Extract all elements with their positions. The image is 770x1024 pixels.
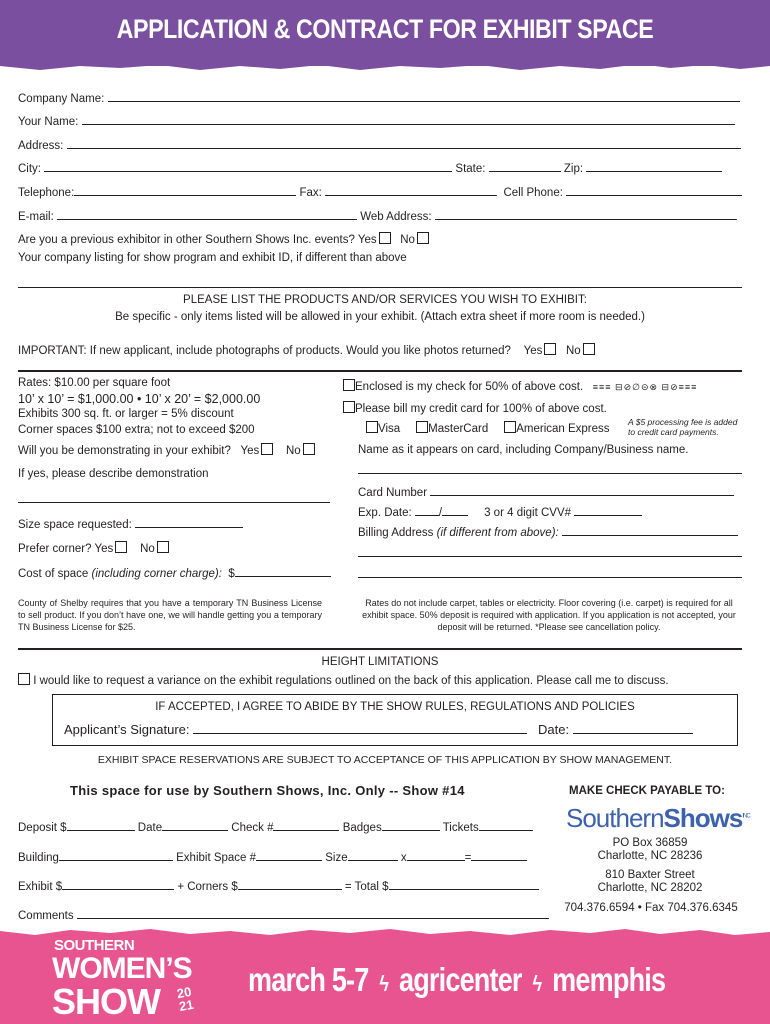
amex-checkbox[interactable] xyxy=(504,421,516,433)
cost-space-field[interactable] xyxy=(235,565,331,577)
office-row-1: Deposit $ Date Check # Badges Tickets xyxy=(18,819,533,834)
previous-exhibitor-row: Are you a previous exhibitor in other Southern Shows Inc. events? Yes No xyxy=(18,232,429,246)
enclosed-check-checkbox[interactable] xyxy=(343,379,355,391)
rates-line-1: Rates: $10.00 per square foot xyxy=(18,377,171,389)
deposit-field[interactable] xyxy=(67,819,135,831)
footer-logo-line-3: SHOW xyxy=(52,981,160,1022)
products-heading: PLEASE LIST THE PRODUCTS AND/OR SERVICES YOU WISH TO EXHIBIT: xyxy=(183,294,587,306)
signature-row: Applicant’s Signature: Date: xyxy=(64,722,693,737)
enclosed-check-glyphs: ≡≡≡ ⊟⊘∅⊝⊗ ⊟⊘≡≡≡ xyxy=(592,382,698,392)
variance-row: I would like to request a variance on the exhibit regulations outlined on the back of this application. Please call me to discuss. xyxy=(18,673,669,687)
products-subheading: Be specific - only items listed will be allowed in your exhibit. (Attach extra sheet if more room is needed.) xyxy=(115,311,645,323)
footer-logo-year: 20 21 xyxy=(175,983,195,1015)
size-length-field[interactable] xyxy=(407,849,465,861)
name-on-card-label: Name as it appears on card, including Company/Business name. xyxy=(358,444,689,456)
southern-shows-logo: SouthernShows$^{INC}$ xyxy=(566,803,750,833)
demonstrating-yes-checkbox[interactable] xyxy=(261,443,273,455)
divider xyxy=(18,370,742,372)
previous-exhibitor-yes-checkbox[interactable] xyxy=(379,232,391,244)
prefer-corner-row: Prefer corner? Yes No xyxy=(18,541,169,555)
payable-heading: MAKE CHECK PAYABLE TO: xyxy=(569,785,725,797)
reservations-note: EXHIBIT SPACE RESERVATIONS ARE SUBJECT TO ACCEPTANCE OF THIS APPLICATION BY SHOW MANAGEMENT. xyxy=(97,754,673,766)
photos-returned-no-checkbox[interactable] xyxy=(583,343,595,355)
bolt-icon: ϟ xyxy=(375,971,393,996)
enclosed-check-row: Enclosed is my check for 50% of above cost. ≡≡≡ ⊟⊘∅⊝⊗ ⊟⊘≡≡≡ xyxy=(343,379,697,393)
demonstrating-row: Will you be demonstrating in your exhibit? Yes No xyxy=(18,443,315,457)
photos-returned-row: IMPORTANT: If new applicant, include photographs of products. Would you like photos returned? Yes No xyxy=(18,343,595,357)
exhibit-dollar-field[interactable] xyxy=(62,878,174,890)
company-listing-label: Your company listing for show program and exhibit ID, if different than above xyxy=(18,252,407,264)
tickets-field[interactable] xyxy=(479,819,533,831)
city-field[interactable] xyxy=(44,160,452,172)
name-on-card-field[interactable] xyxy=(358,473,742,474)
variance-checkbox[interactable] xyxy=(18,673,30,685)
building-field[interactable] xyxy=(59,849,173,861)
company-listing-field[interactable] xyxy=(18,287,742,288)
torn-edge-top xyxy=(0,60,770,74)
cell-phone-field[interactable] xyxy=(566,184,742,196)
bolt-icon: ϟ xyxy=(528,971,546,996)
footer-event-line: march 5-7 ϟ agricenter ϟ memphis xyxy=(248,961,666,998)
po-box-address: PO Box 36859 Charlotte, NC 28236 xyxy=(597,837,703,862)
state-field[interactable] xyxy=(489,160,561,172)
street-address: 810 Baxter Street Charlotte, NC 28202 xyxy=(597,869,703,894)
your-name-row: Your Name: xyxy=(18,113,735,128)
bill-card-row: Please bill my credit card for 100% of above cost. xyxy=(343,401,607,415)
check-number-field[interactable] xyxy=(273,819,339,831)
describe-label: If yes, please describe demonstration xyxy=(18,468,209,480)
license-note: County of Shelby requires that you have a temporary TN Business License to sell product. If you don’t have one, we will handle getting you a temporary TN Business License for $25. xyxy=(18,598,322,632)
demonstrating-no-checkbox[interactable] xyxy=(303,443,315,455)
height-heading: HEIGHT LIMITATIONS xyxy=(321,656,439,668)
exp-month-field[interactable] xyxy=(415,504,439,516)
prefer-corner-yes-checkbox[interactable] xyxy=(115,541,127,553)
card-number-field[interactable] xyxy=(430,484,734,496)
cost-space-row: Cost of space (including corner charge): $ xyxy=(18,565,331,580)
email-row: E-mail: Web Address: xyxy=(18,208,737,223)
office-row-2: Building Exhibit Space # Size x = xyxy=(18,849,527,864)
bill-card-checkbox[interactable] xyxy=(343,401,355,413)
rates-line-4: Corner spaces $100 extra; not to exceed $200 xyxy=(18,424,255,436)
rates-line-3: Exhibits 300 sq. ft. or larger = 5% discount xyxy=(18,408,234,420)
size-requested-row: Size space requested: xyxy=(18,516,243,531)
billing-address-line-2[interactable] xyxy=(358,556,742,557)
describe-field[interactable] xyxy=(18,502,330,503)
billing-address-field[interactable] xyxy=(562,524,738,536)
your-name-field[interactable] xyxy=(82,113,735,125)
billing-address-line-3[interactable] xyxy=(358,577,742,578)
size-total-field[interactable] xyxy=(471,849,527,861)
card-type-row: Visa MasterCard American Express xyxy=(366,421,610,435)
exp-year-field[interactable] xyxy=(442,504,468,516)
signature-field[interactable] xyxy=(193,722,527,734)
city-row: City: State: Zip: xyxy=(18,160,722,175)
address-row: Address: xyxy=(18,137,741,152)
corners-field[interactable] xyxy=(238,878,342,890)
comments-row: Comments xyxy=(18,907,549,922)
mastercard-checkbox[interactable] xyxy=(416,421,428,433)
visa-checkbox[interactable] xyxy=(366,421,378,433)
processing-fee-note: A $5 processing fee is added to credit card payments. xyxy=(628,417,738,437)
rates-note: Rates do not include carpet, tables or electricity. Floor covering (i.e. carpet) is required for all exhibit space. 50% deposit is required with application. If you application is not accepted, your deposit will be returned. *Please see cancellation policy. xyxy=(362,598,736,632)
footer-logo-line-1: SOUTHERN xyxy=(54,937,135,954)
total-field[interactable] xyxy=(389,878,539,890)
office-row-3: Exhibit $ + Corners $ = Total $ xyxy=(18,878,539,893)
company-name-field[interactable] xyxy=(108,90,740,102)
badges-field[interactable] xyxy=(382,819,440,831)
fax-field[interactable] xyxy=(325,184,497,196)
footer-logo-line-2: WOMEN’S xyxy=(52,952,192,985)
address-field[interactable] xyxy=(67,137,741,149)
email-field[interactable] xyxy=(57,208,357,220)
photos-returned-yes-checkbox[interactable] xyxy=(544,343,556,355)
billing-address-row: Billing Address (if different from above): xyxy=(358,524,738,539)
prefer-corner-no-checkbox[interactable] xyxy=(157,541,169,553)
company-name-row: Company Name: xyxy=(18,90,740,105)
phone-fax: 704.376.6594 • Fax 704.376.6345 xyxy=(564,902,738,914)
phone-row: Telephone: Fax: Cell Phone: xyxy=(18,184,742,199)
comments-field[interactable] xyxy=(77,907,549,919)
agreement-heading: IF ACCEPTED, I AGREE TO ABIDE BY THE SHOW RULES, REGULATIONS AND POLICIES xyxy=(155,701,635,713)
cvv-field[interactable] xyxy=(574,504,642,516)
divider xyxy=(18,648,742,650)
exp-date-row: Exp. Date: / 3 or 4 digit CVV# xyxy=(358,504,642,519)
exhibit-space-field[interactable] xyxy=(256,849,322,861)
size-width-field[interactable] xyxy=(348,849,398,861)
office-date-field[interactable] xyxy=(162,819,228,831)
telephone-field[interactable] xyxy=(74,184,296,196)
zip-field[interactable] xyxy=(586,160,722,172)
office-use-heading: This space for use by Southern Shows, Inc. Only -- Show #14 xyxy=(70,783,465,798)
page-title: APPLICATION & CONTRACT FOR EXHIBIT SPACE xyxy=(116,14,654,44)
web-address-field[interactable] xyxy=(435,208,737,220)
rates-line-2: 10’ x 10’ = $1,000.00 • 10’ x 20’ = $2,000.00 xyxy=(18,392,261,406)
card-number-row: Card Number xyxy=(358,484,734,499)
previous-exhibitor-no-checkbox[interactable] xyxy=(417,232,429,244)
signature-date-field[interactable] xyxy=(573,722,693,734)
size-requested-field[interactable] xyxy=(135,516,243,528)
